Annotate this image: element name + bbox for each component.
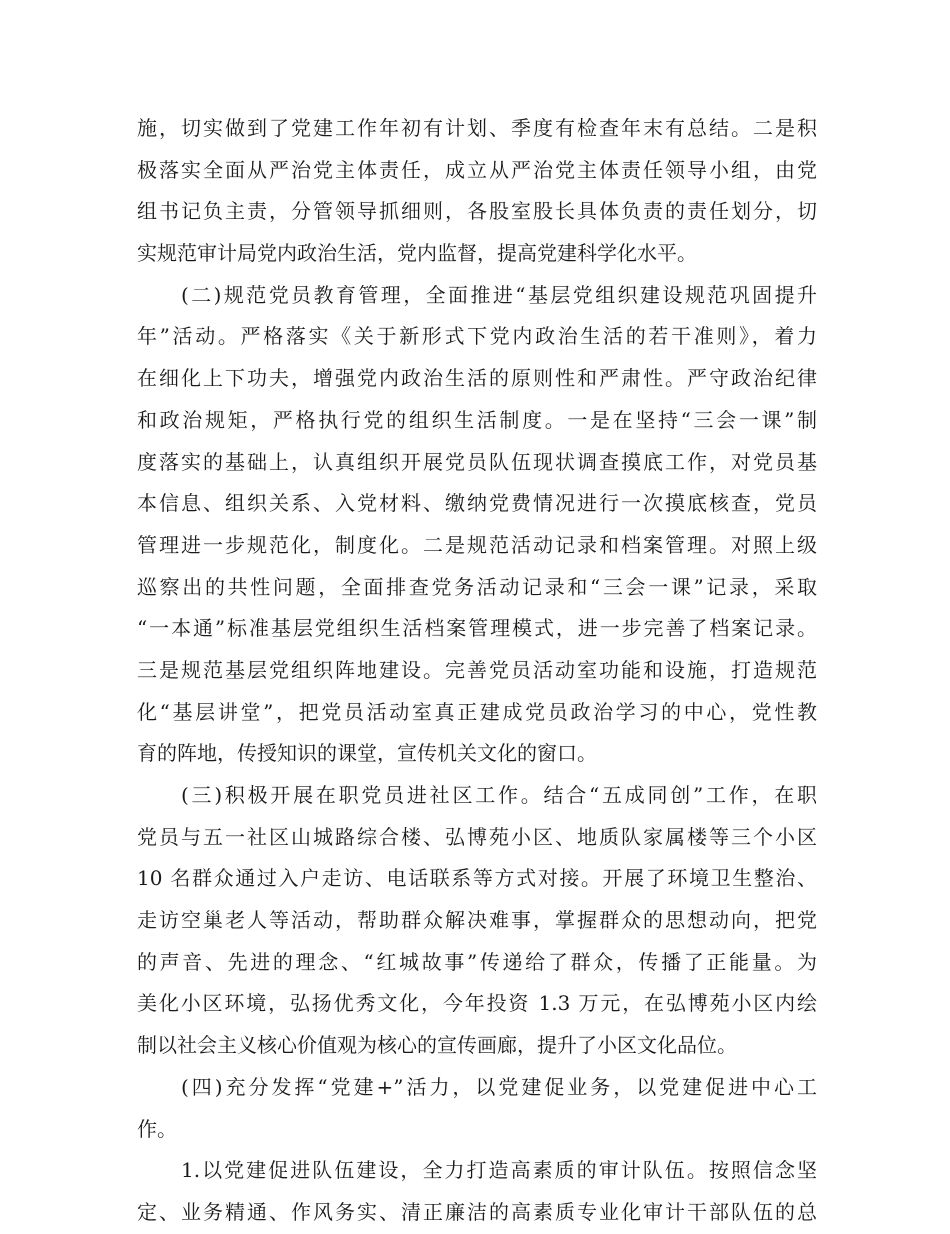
- paragraph-start-line: (二)规范党员教育管理，全面推进“基层党组织建设规范巩固提升: [181, 282, 817, 307]
- text-line: 三是规范基层党组织阵地建设。完善党员活动室功能和设施，打造规范: [137, 657, 817, 682]
- paragraph-start-line: 1.以党建促进队伍建设，全力打造高素质的审计队伍。按照信念坚: [181, 1158, 817, 1183]
- text-line: 组书记负主责，分管领导抓细则，各股室股长具体负责的责任划分，切: [137, 199, 817, 224]
- text-line: 育的阵地，传授知识的课堂，宣传机关文化的窗口。: [137, 741, 597, 766]
- text-line: 极落实全面从严治党主体责任，成立从严治党主体责任领导小组，由党: [137, 157, 817, 182]
- document-body: [137, 108, 817, 1234]
- text-line: 巡察出的共性问题，全面排查党务活动记录和“三会一课”记录，采取: [137, 574, 817, 599]
- text-line: “一本通”标准基层党组织生活档案管理模式，进一步完善了档案记录。: [137, 616, 817, 641]
- text-line: 制以社会主义核心价值观为核心的宣传画廊，提升了小区文化品位。: [137, 1033, 737, 1058]
- text-line: 的声音、先进的理念、“红城故事”传递给了群众，传播了正能量。为: [137, 949, 817, 974]
- text-line: 和政治规矩，严格执行党的组织生活制度。一是在坚持“三会一课”制: [137, 407, 817, 432]
- text-line: 实规范审计局党内政治生活，党内监督，提高党建科学化水平。: [137, 241, 697, 266]
- text-line: 化“基层讲堂”，把党员活动室真正建成党员政治学习的中心，党性教: [137, 699, 817, 724]
- text-line: 管理进一步规范化，制度化。二是规范活动记录和档案管理。对照上级: [137, 532, 817, 557]
- text-line: 年”活动。严格落实《关于新形式下党内政治生活的若干准则》，着力: [137, 324, 817, 349]
- text-line: 作。: [137, 1116, 177, 1141]
- text-line: 本信息、组织关系、入党材料、缴纳党费情况进行一次摸底核查，党员: [137, 491, 817, 516]
- text-line: 施，切实做到了党建工作年初有计划、季度有检查年末有总结。二是积: [137, 116, 817, 140]
- text-line: 10 名群众通过入户走访、电话联系等方式对接。开展了环境卫生整治、: [137, 866, 817, 891]
- paragraph-start-line: (三)积极开展在职党员进社区工作。结合“五成同创”工作，在职: [181, 783, 817, 807]
- text-line: 美化小区环境，弘扬优秀文化，今年投资 1.3 万元，在弘博苑小区内绘: [137, 991, 817, 1016]
- paragraph-start-line: (四)充分发挥“党建+”活力，以党建促业务，以党建促进中心工: [181, 1074, 817, 1099]
- text-line: 定、业务精通、作风务实、清正廉洁的高素质专业化审计干部队伍的总: [137, 1199, 817, 1224]
- text-line: 党员与五一社区山城路综合楼、弘博苑小区、地质队家属楼等三个小区: [137, 824, 817, 849]
- text-line: 度落实的基础上，认真组织开展党员队伍现状调查摸底工作，对党员基: [137, 449, 817, 474]
- text-line: 走访空巢老人等活动，帮助群众解决难事，掌握群众的思想动向，把党: [137, 908, 817, 933]
- text-line: 在细化上下功夫，增强党内政治生活的原则性和严肃性。严守政治纪律: [137, 366, 817, 391]
